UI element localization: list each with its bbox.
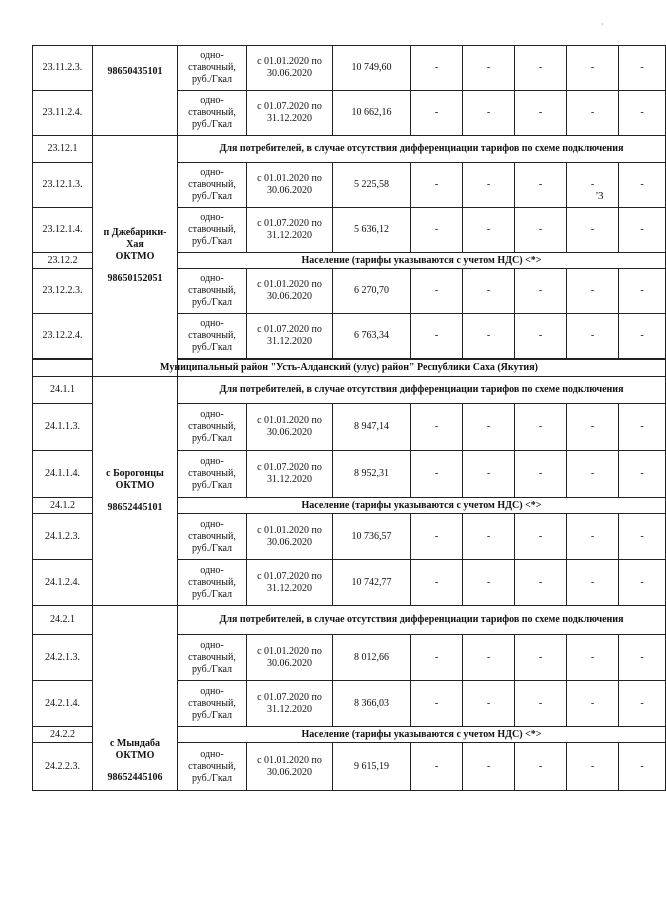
empty-dash: - bbox=[619, 635, 666, 681]
empty-dash: - bbox=[515, 743, 567, 791]
tariff-value: 10 662,16 bbox=[333, 91, 411, 136]
empty-dash: - bbox=[515, 514, 567, 560]
empty-dash: - bbox=[411, 269, 463, 314]
row-number: 23.11.2.4. bbox=[33, 91, 93, 136]
oktmo-label: ОКТМО bbox=[115, 750, 155, 761]
tariff-period: с 01.07.2020 по 31.12.2020 bbox=[247, 451, 333, 498]
empty-dash: - bbox=[567, 163, 619, 208]
empty-dash: - bbox=[619, 46, 666, 91]
tariff-type: одно-ставочный, руб./Гкал bbox=[178, 451, 247, 498]
tariff-period: с 01.01.2020 по 30.06.2020 bbox=[247, 514, 333, 560]
empty-dash: - bbox=[567, 269, 619, 314]
tariff-value: 10 736,57 bbox=[333, 514, 411, 560]
tariff-type: одно-ставочный, руб./Гкал bbox=[178, 269, 247, 314]
empty-dash: - bbox=[619, 208, 666, 253]
row-number: 23.12.1.3. bbox=[33, 163, 93, 208]
locality-cell bbox=[93, 377, 178, 606]
empty-dash: - bbox=[411, 451, 463, 498]
row-number: 24.1.2 bbox=[33, 498, 93, 514]
empty-dash: - bbox=[567, 451, 619, 498]
empty-dash: - bbox=[411, 560, 463, 606]
locality-cell bbox=[93, 136, 178, 377]
tariff-value: 6 270,70 bbox=[333, 269, 411, 314]
empty-dash: - bbox=[619, 560, 666, 606]
section-heading-consumers: Для потребителей, в случае отсутствия дифференциации тарифов по схеме подключения bbox=[178, 606, 666, 635]
table-row bbox=[33, 136, 666, 163]
oktmo-code: 98652445101 bbox=[107, 502, 163, 513]
empty-dash: - bbox=[515, 91, 567, 136]
empty-dash: - bbox=[411, 208, 463, 253]
section-heading-consumers: Для потребителей, в случае отсутствия дифференциации тарифов по схеме подключения bbox=[178, 377, 666, 404]
empty-dash: - bbox=[567, 743, 619, 791]
row-number: 24.2.2.3. bbox=[33, 743, 93, 791]
empty-dash: - bbox=[463, 208, 515, 253]
empty-dash: - bbox=[463, 681, 515, 727]
empty-dash: - bbox=[463, 269, 515, 314]
empty-dash: - bbox=[411, 163, 463, 208]
empty-dash: - bbox=[567, 314, 619, 359]
empty-dash: - bbox=[619, 269, 666, 314]
row-number: 23.12.2.3. bbox=[33, 269, 93, 314]
row-number: 24.2.1.3. bbox=[33, 635, 93, 681]
oktmo-label: ОКТМО bbox=[115, 480, 155, 491]
locality-name: с Борогонцы bbox=[106, 468, 164, 479]
empty-dash: - bbox=[567, 681, 619, 727]
empty-dash: - bbox=[411, 635, 463, 681]
empty-dash: - bbox=[619, 514, 666, 560]
empty-dash: - bbox=[619, 681, 666, 727]
tariff-value: 8 952,31 bbox=[333, 451, 411, 498]
row-number: 24.2.2 bbox=[33, 727, 93, 743]
oktmo-code: 98652445106 bbox=[107, 772, 163, 783]
empty-dash: - bbox=[411, 404, 463, 451]
tariff-period: с 01.07.2020 по 31.12.2020 bbox=[247, 681, 333, 727]
section-heading-consumers: Для потребителей, в случае отсутствия дифференциации тарифов по схеме подключения bbox=[178, 136, 666, 163]
row-number: 23.11.2.3. bbox=[33, 46, 93, 91]
empty-dash: - bbox=[619, 163, 666, 208]
empty-dash: - bbox=[515, 560, 567, 606]
oktmo-code-cell: 98650435101 bbox=[93, 46, 178, 136]
tariff-value: 6 763,34 bbox=[333, 314, 411, 359]
row-number: 24.1.2.4. bbox=[33, 560, 93, 606]
tariff-period: с 01.07.2020 по 31.12.2020 bbox=[247, 91, 333, 136]
scan-speck: · bbox=[601, 20, 604, 29]
empty-dash: - bbox=[619, 314, 666, 359]
tariff-value: 5 225,58 bbox=[333, 163, 411, 208]
tariff-type: одно-ставочный, руб./Гкал bbox=[178, 681, 247, 727]
tariff-type: одно-ставочный, руб./Гкал bbox=[178, 91, 247, 136]
tariff-period: с 01.07.2020 по 31.12.2020 bbox=[247, 208, 333, 253]
tariff-period: с 01.01.2020 по 30.06.2020 bbox=[247, 269, 333, 314]
row-number: 24.1.2.3. bbox=[33, 514, 93, 560]
tariff-value: 8 366,03 bbox=[333, 681, 411, 727]
empty-dash: - bbox=[463, 514, 515, 560]
region-title: Муниципальный район "Усть-Алданский (улус) район" Республики Саха (Якутия) bbox=[33, 360, 666, 377]
row-number: 24.1.1.4. bbox=[33, 451, 93, 498]
table-row bbox=[33, 360, 666, 377]
empty-dash: - bbox=[411, 46, 463, 91]
row-number: 23.12.1 bbox=[33, 136, 93, 163]
tariff-period: с 01.01.2020 по 30.06.2020 bbox=[247, 163, 333, 208]
empty-dash: - bbox=[463, 451, 515, 498]
oktmo-code: 98650152051 bbox=[107, 273, 163, 284]
table-row bbox=[33, 46, 666, 91]
tariff-value: 5 636,12 bbox=[333, 208, 411, 253]
tariff-type: одно-ставочный, руб./Гкал bbox=[178, 163, 247, 208]
empty-dash: - bbox=[463, 163, 515, 208]
empty-dash: - bbox=[463, 46, 515, 91]
empty-dash: - bbox=[515, 451, 567, 498]
tariff-type: одно-ставочный, руб./Гкал bbox=[178, 635, 247, 681]
tariff-period: с 01.01.2020 по 30.06.2020 bbox=[247, 743, 333, 791]
tariff-type: одно-ставочный, руб./Гкал bbox=[178, 404, 247, 451]
empty-dash: - bbox=[463, 91, 515, 136]
tariff-value: 8 947,14 bbox=[333, 404, 411, 451]
empty-dash: - bbox=[515, 681, 567, 727]
row-number: 24.1.1.3. bbox=[33, 404, 93, 451]
empty-dash: - bbox=[463, 314, 515, 359]
empty-dash: - bbox=[515, 404, 567, 451]
tariff-table bbox=[32, 45, 666, 791]
empty-dash: - bbox=[411, 743, 463, 791]
row-number: 24.1.1 bbox=[33, 377, 93, 404]
empty-dash: - bbox=[411, 91, 463, 136]
empty-dash: - bbox=[463, 743, 515, 791]
empty-dash: - bbox=[411, 514, 463, 560]
table-row bbox=[33, 606, 666, 635]
tariff-value: 8 012,66 bbox=[333, 635, 411, 681]
empty-dash: - bbox=[567, 46, 619, 91]
locality-cell bbox=[93, 606, 178, 791]
locality-name: п Джебарики-Хая bbox=[103, 227, 167, 250]
locality-name: с Мындаба bbox=[109, 738, 160, 749]
row-number: 23.12.1.4. bbox=[33, 208, 93, 253]
tariff-type: одно-ставочный, руб./Гкал bbox=[178, 514, 247, 560]
section-heading-population: Население (тарифы указываются с учетом НДС) <*> bbox=[178, 498, 666, 514]
empty-dash: - bbox=[463, 560, 515, 606]
tariff-type: одно-ставочный, руб./Гкал bbox=[178, 208, 247, 253]
empty-dash: - bbox=[515, 46, 567, 91]
empty-dash: - bbox=[567, 91, 619, 136]
section-heading-population: Население (тарифы указываются с учетом НДС) <*> bbox=[178, 727, 666, 743]
tariff-period: с 01.07.2020 по 31.12.2020 bbox=[247, 314, 333, 359]
empty-dash: - bbox=[515, 163, 567, 208]
margin-handwritten-mark: '3 bbox=[596, 190, 604, 202]
empty-dash: - bbox=[515, 208, 567, 253]
oktmo-label: ОКТМО bbox=[115, 251, 155, 262]
empty-dash: - bbox=[411, 314, 463, 359]
empty-dash: - bbox=[619, 451, 666, 498]
empty-dash: - bbox=[567, 560, 619, 606]
tariff-type: одно-ставочный, руб./Гкал bbox=[178, 743, 247, 791]
row-number: 24.2.1.4. bbox=[33, 681, 93, 727]
empty-dash: - bbox=[619, 404, 666, 451]
tariff-type: одно-ставочный, руб./Гкал bbox=[178, 314, 247, 359]
tariff-value: 10 749,60 bbox=[333, 46, 411, 91]
tariff-period: с 01.01.2020 по 30.06.2020 bbox=[247, 46, 333, 91]
empty-dash: - bbox=[515, 314, 567, 359]
empty-dash: - bbox=[567, 404, 619, 451]
tariff-period: с 01.01.2020 по 30.06.2020 bbox=[247, 404, 333, 451]
tariff-value: 10 742,77 bbox=[333, 560, 411, 606]
empty-dash: - bbox=[567, 514, 619, 560]
empty-dash: - bbox=[463, 635, 515, 681]
row-number: 23.12.2 bbox=[33, 253, 93, 269]
row-number: 23.12.2.4. bbox=[33, 314, 93, 359]
empty-dash: - bbox=[619, 91, 666, 136]
empty-dash: - bbox=[567, 635, 619, 681]
table-row bbox=[33, 377, 666, 404]
empty-dash: - bbox=[515, 635, 567, 681]
row-number: 24.2.1 bbox=[33, 606, 93, 635]
empty-dash: - bbox=[619, 743, 666, 791]
section-heading-population: Население (тарифы указываются с учетом НДС) <*> bbox=[178, 253, 666, 269]
tariff-period: с 01.01.2020 по 30.06.2020 bbox=[247, 635, 333, 681]
empty-dash: - bbox=[567, 208, 619, 253]
tariff-value: 9 615,19 bbox=[333, 743, 411, 791]
empty-dash: - bbox=[411, 681, 463, 727]
tariff-period: с 01.07.2020 по 31.12.2020 bbox=[247, 560, 333, 606]
empty-dash: - bbox=[463, 404, 515, 451]
tariff-type: одно-ставочный, руб./Гкал bbox=[178, 560, 247, 606]
tariff-type: одно-ставочный, руб./Гкал bbox=[178, 46, 247, 91]
empty-dash: - bbox=[515, 269, 567, 314]
